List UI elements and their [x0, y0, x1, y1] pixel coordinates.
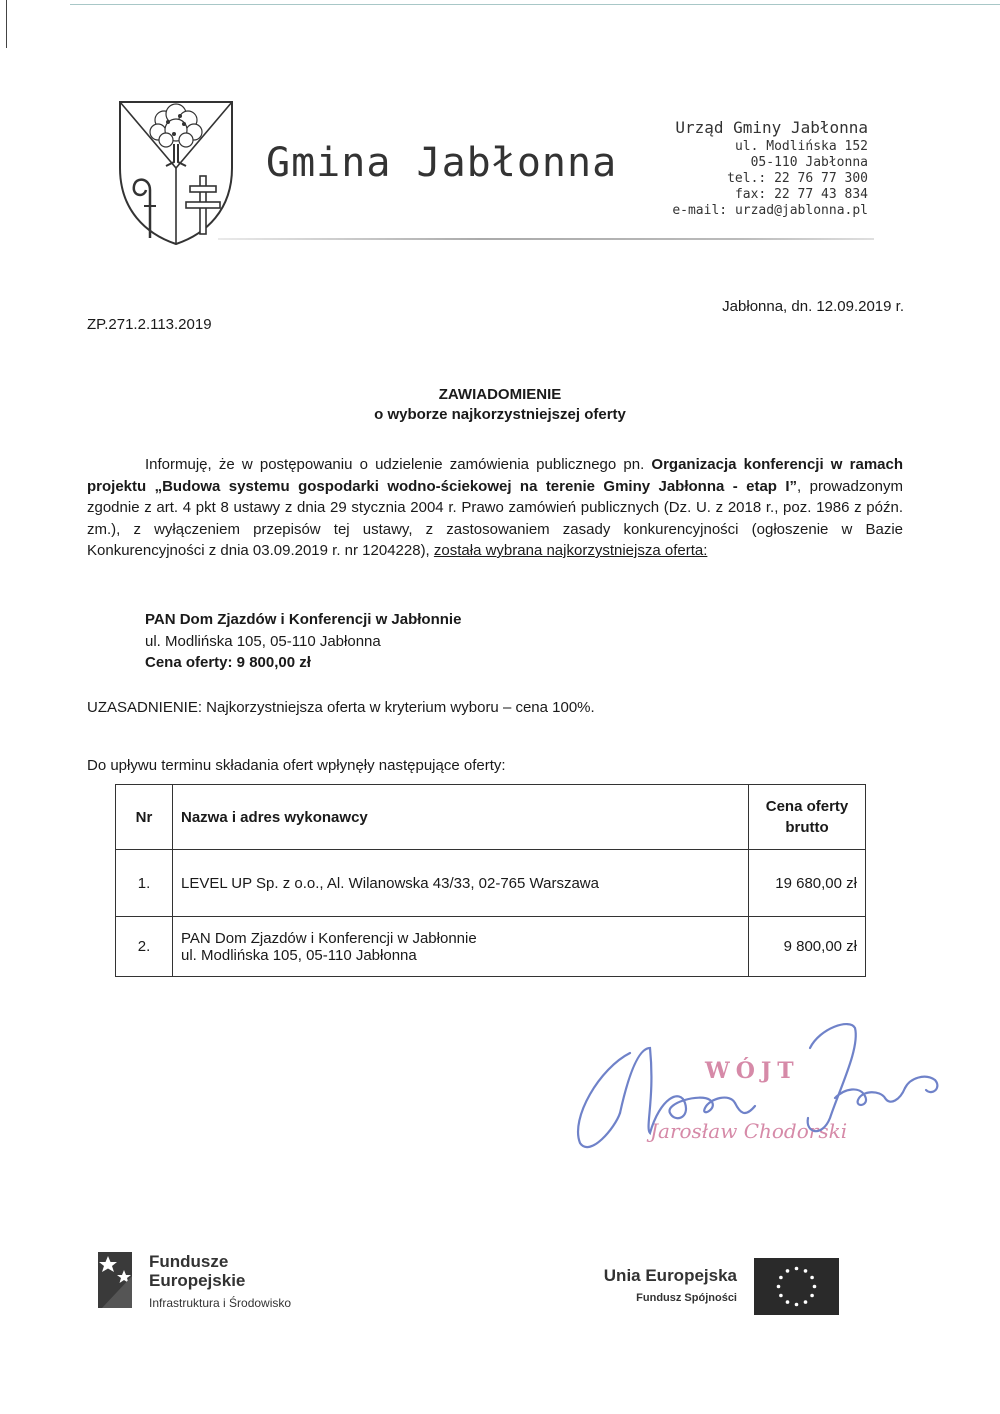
coat-of-arms-icon — [114, 98, 238, 246]
main-paragraph — [87, 454, 903, 562]
winner-price: Cena oferty: 9 800,00 zł — [145, 654, 311, 671]
signature-stamp — [560, 1008, 960, 1158]
eu-star-icon — [813, 1285, 817, 1289]
scan-edge — [0, 0, 1000, 10]
row-price: 9 800,00 zł — [749, 917, 866, 977]
fundusze-europejskie-logo-icon — [96, 1248, 136, 1310]
header-divider — [218, 238, 874, 240]
office-fax: fax: 22 77 43 834 — [734, 187, 868, 202]
header-price — [749, 785, 866, 850]
row-address: ul. Modlińska 105, 05-110 Jabłonna — [181, 946, 417, 964]
document-subtitle: o wyborze najkorzystniejszej oferty — [374, 406, 626, 423]
paragraph-text-1: Informuję, że w postępowaniu o udzielenie zamówienia publicznego pn. — [145, 456, 652, 473]
stamp-name: Jarosław Chodorski — [650, 1119, 848, 1143]
offers-intro: Do upływu terminu składania ofert wpłynęły następujące oferty: — [87, 757, 506, 774]
eu-star-icon — [810, 1276, 814, 1280]
eu-star-icon — [795, 1267, 799, 1271]
fundusze-europejskie-text — [149, 1252, 291, 1310]
row-price: 19 680,00 zł — [749, 850, 866, 917]
table-row — [116, 850, 866, 917]
table-header-row — [116, 785, 866, 850]
selected-offer — [145, 609, 461, 674]
eu-star-icon — [795, 1303, 799, 1307]
header-price-line1: Cena oferty — [765, 798, 849, 815]
scan-edge-mark — [6, 0, 7, 48]
row-name — [173, 850, 749, 917]
eu-star-icon — [804, 1300, 808, 1304]
scan-line — [70, 4, 1000, 5]
eu-star-icon — [810, 1294, 814, 1298]
office-postcode: 05-110 Jabłonna — [750, 155, 868, 170]
eu-flag-icon — [754, 1258, 839, 1315]
row-contractor: LEVEL UP Sp. z o.o., Al. Wilanowska 43/33, 02-765 Warszawa — [181, 874, 599, 892]
winner-name: PAN Dom Zjazdów i Konferencji w Jabłonnie — [145, 611, 462, 628]
justification: UZASADNIENIE: Najkorzystniejsza oferta w kryterium wyboru – cena 100%. — [87, 699, 595, 716]
paragraph-bold-title: Organizacja konferencji w ramach projektu „Budowa systemu gospodarki wodno-ściekowej na terenie Gminy Jabłonna - etap I” — [87, 456, 903, 495]
winner-address: ul. Modlińska 105, 05-110 Jabłonna — [145, 632, 381, 650]
eu-star-icon — [786, 1300, 790, 1304]
office-phone: tel.: 22 76 77 300 — [727, 171, 868, 186]
office-street: ul. Modlińska 152 — [734, 139, 868, 154]
eu-star-icon — [786, 1269, 790, 1273]
paragraph-text-2: , prowadzonym zgodnie z art. 4 pkt 8 ustawy z dnia 29 stycznia 2004 r. Prawo zamówień publicznych (Dz. U. z 2018 r., poz. 1986 z późn. zm.), z wyłączeniem przepisów tej ustawy, z zastosowaniem zasady konkurencyjności (ogłoszenie w Bazie Konkurencyjności z dnia 03.09.2019 r. nr 1204228), — [87, 477, 903, 559]
eu-star-icon — [779, 1294, 783, 1298]
stamp-title: WÓJT — [705, 1058, 800, 1084]
reference-number: ZP.271.2.113.2019 — [87, 316, 212, 333]
eu-star-icon — [804, 1269, 808, 1273]
eu-star-icon — [777, 1285, 781, 1289]
table-row — [116, 917, 866, 977]
unia-europejska-text — [604, 1266, 737, 1304]
row-name — [173, 917, 749, 977]
office-name: Urząd Gminy Jabłonna — [675, 118, 868, 137]
office-address-block — [672, 117, 868, 219]
place-date: Jabłonna, dn. 12.09.2019 r. — [722, 298, 904, 315]
eu-star-icon — [779, 1276, 783, 1280]
fe-title-1: Fundusze — [149, 1252, 229, 1271]
offers-table — [115, 784, 866, 977]
ue-subtitle: Fundusz Spójności — [636, 1292, 737, 1304]
paragraph-underlined: została wybrana najkorzystniejsza oferta: — [433, 542, 708, 559]
fe-title-2: Europejskie — [149, 1271, 246, 1290]
header-price-line2: brutto — [785, 819, 829, 836]
document-title: ZAWIADOMIENIE — [438, 386, 562, 403]
header-nr: Nr — [116, 785, 173, 850]
row-nr: 2. — [116, 917, 173, 977]
fe-subtitle: Infrastruktura i Środowisko — [149, 1296, 292, 1310]
office-email: e-mail: urzad@jablonna.pl — [672, 203, 868, 218]
row-contractor: PAN Dom Zjazdów i Konferencji w Jabłonnie — [181, 929, 477, 947]
ue-title: Unia Europejska — [603, 1266, 737, 1285]
municipality-title: Gmina Jabłonna — [266, 140, 618, 186]
row-nr: 1. — [116, 850, 173, 917]
header-name: Nazwa i adres wykonawcy — [173, 785, 749, 850]
